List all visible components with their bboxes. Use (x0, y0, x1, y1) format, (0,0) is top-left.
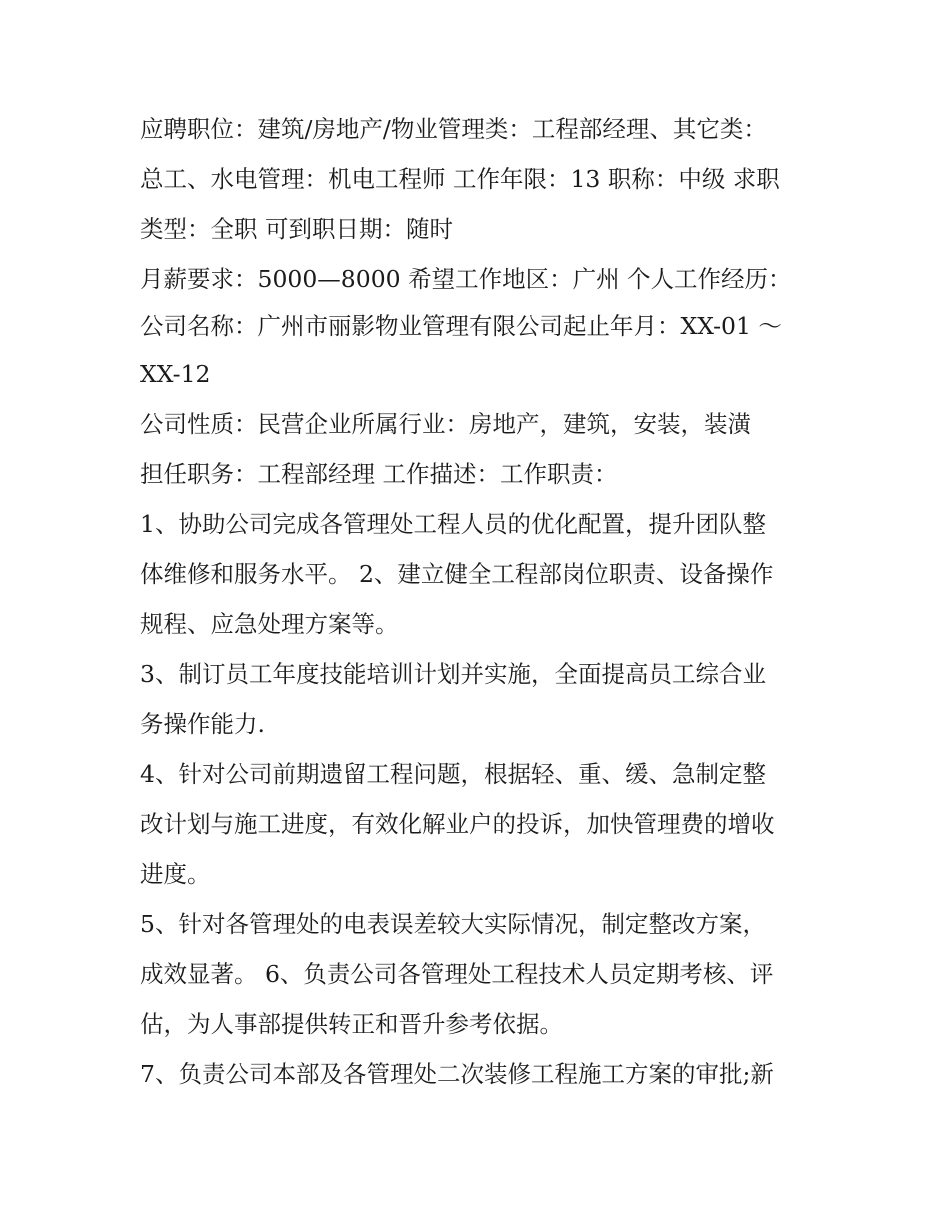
text-line: 改计划与施工进度，有效化解业户的投诉，加快管理费的增收 (140, 810, 775, 838)
text-line: 体维修和服务水平。 2、建立健全工程部岗位职责、设备操作 (140, 560, 774, 588)
text-line: 应聘职位：建筑/房地产/物业管理类：工程部经理、其它类： (140, 115, 767, 143)
text-line: 1、协助公司完成各管理处工程人员的优化配置，提升团队整 (140, 510, 766, 538)
text-line: 务操作能力. (140, 710, 265, 738)
text-line: 4、针对公司前期遗留工程问题，根据轻、重、缓、急制定整 (140, 760, 766, 788)
text-line: 总工、水电管理：机电工程师 工作年限：13 职称：中级 求职 (140, 165, 780, 193)
text-line: 规程、应急处理方案等。 (140, 610, 399, 638)
text-line: 7、负责公司本部及各管理处二次装修工程施工方案的审批;新 (140, 1060, 774, 1088)
text-line: 公司名称：广州市丽影物业管理有限公司起止年月：XX-01 ～ (140, 312, 782, 340)
text-line: 月薪要求：5000—8000 希望工作地区：广州 个人工作经历： (140, 265, 792, 293)
text-line: 5、针对各管理处的电表误差较大实际情况，制定整改方案， (140, 910, 766, 938)
text-line: 成效显著。 6、负责公司各管理处工程技术人员定期考核、评 (140, 960, 774, 988)
text-line: 担任职务：工程部经理 工作描述：工作职责： (140, 460, 618, 488)
text-line: XX-12 (140, 360, 211, 388)
text-line: 类型：全职 可到职日期：随时 (140, 215, 453, 243)
text-line: 估，为人事部提供转正和晋升参考依据。 (140, 1010, 563, 1038)
resume-body (140, 104, 820, 1099)
text-line: 3、制订员工年度技能培训计划并实施，全面提高员工综合业 (140, 660, 766, 688)
text-line: 公司性质：民营企业所属行业：房地产，建筑，安装，装潢 (140, 410, 751, 438)
text-line: 进度。 (140, 860, 211, 888)
